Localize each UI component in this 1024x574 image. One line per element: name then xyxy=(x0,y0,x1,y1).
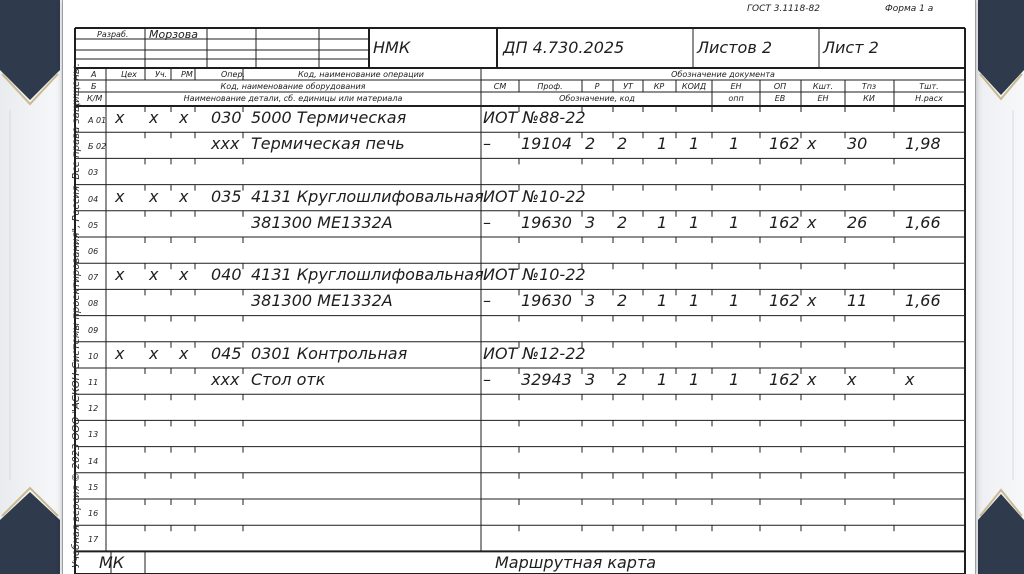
footer-title: Маршрутная карта xyxy=(495,553,657,572)
cell-name: 381300 МЕ1332А xyxy=(251,291,393,311)
col-head-en: ЕН xyxy=(730,82,742,91)
cell-oper: 040 xyxy=(211,265,242,285)
col-head-nrash: Н.расх xyxy=(915,94,943,103)
cell-kr: 1 xyxy=(657,370,668,389)
cell-uch: х xyxy=(149,343,159,363)
cell-uch: х xyxy=(149,265,159,285)
col-head-tsht: Тшт. xyxy=(919,82,939,91)
cell-sm: ИОТ №10-22 xyxy=(483,265,586,285)
cell-tsht: 1,98 xyxy=(905,134,941,154)
cell-uch: х xyxy=(149,108,159,127)
row-number: 15 xyxy=(88,482,99,492)
row-number: 11 xyxy=(88,378,99,387)
form-number: Форма 1 а xyxy=(885,4,934,14)
cell-ceh: х xyxy=(115,343,125,363)
row-number: 16 xyxy=(88,509,99,518)
col-head-ev: ЕВ xyxy=(774,94,786,103)
cell-koid: 1 xyxy=(689,291,700,311)
row-number: 14 xyxy=(88,456,99,466)
cell-oper: 045 xyxy=(211,343,242,363)
cell-tsht: 1,66 xyxy=(905,291,941,311)
cell-oper: ххх xyxy=(211,370,240,389)
cell-name: 5000 Термическая xyxy=(251,108,407,127)
sheet-number: Лист 2 xyxy=(823,38,879,57)
cell-kst: х xyxy=(807,291,817,311)
cell-tpz: 30 xyxy=(847,134,868,154)
cell-rm: х xyxy=(179,186,189,206)
cell-sm: ИОТ №12-22 xyxy=(483,343,586,363)
cell-name: 4131 Круглошлифовальная xyxy=(251,186,484,206)
row-number: 12 xyxy=(88,404,99,414)
cell-name: 4131 Круглошлифовальная xyxy=(251,265,484,285)
cell-ut: 2 xyxy=(617,291,628,311)
col-head-document: Обозначение документа xyxy=(671,70,775,79)
cell-name: 0301 Контрольная xyxy=(251,343,408,363)
col-head-op: ОП xyxy=(773,82,787,91)
row-number: 08 xyxy=(88,299,99,309)
row-b-letter: Б xyxy=(91,82,97,91)
cell-ut: 2 xyxy=(617,134,628,154)
cell-kst: х xyxy=(807,370,817,389)
col-head-rm: РМ xyxy=(181,70,193,79)
cell-tpz: 26 xyxy=(847,212,868,232)
cell-rm: х xyxy=(179,343,189,363)
col-head-ki: КИ xyxy=(863,94,875,103)
gost-standard: ГОСТ 3.1118-82 xyxy=(747,4,820,14)
cell-ceh: х xyxy=(115,186,125,206)
cell-oper: 030 xyxy=(211,108,242,127)
cell-kst: х xyxy=(807,134,817,154)
cell-sm: ИОТ №10-22 xyxy=(483,186,586,206)
col-head-opp: опп xyxy=(728,94,744,103)
row-number: 06 xyxy=(88,247,99,256)
cell-op: 162 xyxy=(769,212,800,232)
col-head-uch: Уч. xyxy=(155,70,168,79)
cell-tsht: х xyxy=(905,370,915,389)
developed-label: Разраб. xyxy=(97,30,129,39)
cell-r: 3 xyxy=(585,291,596,311)
row-number: 13 xyxy=(88,430,99,440)
sheets-total: Листов 2 xyxy=(697,38,773,57)
col-head-tpz: Тпз xyxy=(861,82,877,91)
col-head-sm: СМ xyxy=(493,82,507,91)
row-number: 17 xyxy=(88,535,99,545)
cell-prof: 32943 xyxy=(521,370,572,389)
document-sheet xyxy=(62,0,976,574)
cell-prof: 19630 xyxy=(521,291,572,311)
cell-r: 3 xyxy=(585,370,596,389)
cell-sm: – xyxy=(483,134,491,154)
organization-code: НМК xyxy=(373,38,411,57)
col-head-ceh: Цех xyxy=(121,70,137,79)
row-number: А 01 xyxy=(88,116,107,125)
row-number: 10 xyxy=(88,351,99,361)
cell-prof: 19630 xyxy=(521,212,572,232)
cell-sm: – xyxy=(483,212,491,232)
cell-kst: х xyxy=(807,212,817,232)
cell-ut: 2 xyxy=(617,212,628,232)
cell-en: 1 xyxy=(729,212,740,232)
developer-name: Морзова xyxy=(149,28,199,41)
cell-name: 381300 МЕ1332А xyxy=(251,212,393,232)
col-head-detail: Наименование детали, сб. единицы или материала xyxy=(183,94,403,103)
cell-en: 1 xyxy=(729,134,740,154)
row-number: Б 02 xyxy=(88,142,107,152)
cell-op: 162 xyxy=(769,370,800,389)
col-head-operation-name: Код, наименование операции xyxy=(298,70,424,79)
col-head-prof: Проф. xyxy=(537,82,563,91)
cell-sm: – xyxy=(483,291,491,311)
row-number: 03 xyxy=(88,168,99,178)
form-grid xyxy=(63,0,975,574)
cell-koid: 1 xyxy=(689,134,700,154)
cell-kr: 1 xyxy=(657,291,668,311)
cell-en: 1 xyxy=(729,291,740,311)
cell-ceh: х xyxy=(115,265,125,285)
cell-oper: 035 xyxy=(211,186,242,206)
cell-kr: 1 xyxy=(657,134,668,154)
cell-sm: – xyxy=(483,370,491,389)
cell-rm: х xyxy=(179,108,189,127)
cell-name: Термическая печь xyxy=(251,134,405,154)
col-head-kst: Кшт. xyxy=(812,82,834,91)
col-head-koid: КОИД xyxy=(681,82,707,91)
cell-op: 162 xyxy=(769,134,800,154)
cell-en: 1 xyxy=(729,370,740,389)
cell-rm: х xyxy=(179,265,189,285)
footer-mk: МК xyxy=(99,553,125,572)
col-head-en2: ЕН xyxy=(817,94,829,103)
col-head-r: Р xyxy=(594,82,600,91)
col-head-equipment: Код, наименование оборудования xyxy=(220,82,366,91)
cell-sm: ИОТ №88-22 xyxy=(483,108,586,127)
col-head-oper: Опер. xyxy=(221,70,246,79)
cell-op: 162 xyxy=(769,291,800,311)
document-code: ДП 4.730.2025 xyxy=(503,38,625,57)
cell-oper: ххх xyxy=(211,134,240,154)
col-head-ut: УТ xyxy=(623,82,633,91)
cell-tpz: х xyxy=(847,370,857,389)
cell-r: 3 xyxy=(585,212,596,232)
cell-uch: х xyxy=(149,186,159,206)
row-a-letter: А xyxy=(91,70,97,79)
row-number: 05 xyxy=(88,220,99,230)
cell-r: 2 xyxy=(585,134,596,154)
col-head-kr: КР xyxy=(653,82,665,91)
cell-kr: 1 xyxy=(657,212,668,232)
row-number: 09 xyxy=(88,325,99,335)
cell-name: Стол отк xyxy=(251,370,326,389)
watermark-text: Учебная версия © 2023 ООО "АСКОН-Системы проектирования", Россия. Все права защищены. xyxy=(71,63,82,568)
cell-tpz: 11 xyxy=(847,291,868,311)
cell-prof: 19104 xyxy=(521,134,572,154)
row-km-letter: К/М xyxy=(87,94,103,103)
cell-koid: 1 xyxy=(689,370,700,389)
cell-tsht: 1,66 xyxy=(905,212,941,232)
cell-koid: 1 xyxy=(689,212,700,232)
row-number: 07 xyxy=(88,273,99,283)
cell-ut: 2 xyxy=(617,370,628,389)
col-head-designation: Обозначение, код xyxy=(559,94,635,103)
cell-ceh: х xyxy=(115,108,125,127)
row-number: 04 xyxy=(88,194,99,204)
